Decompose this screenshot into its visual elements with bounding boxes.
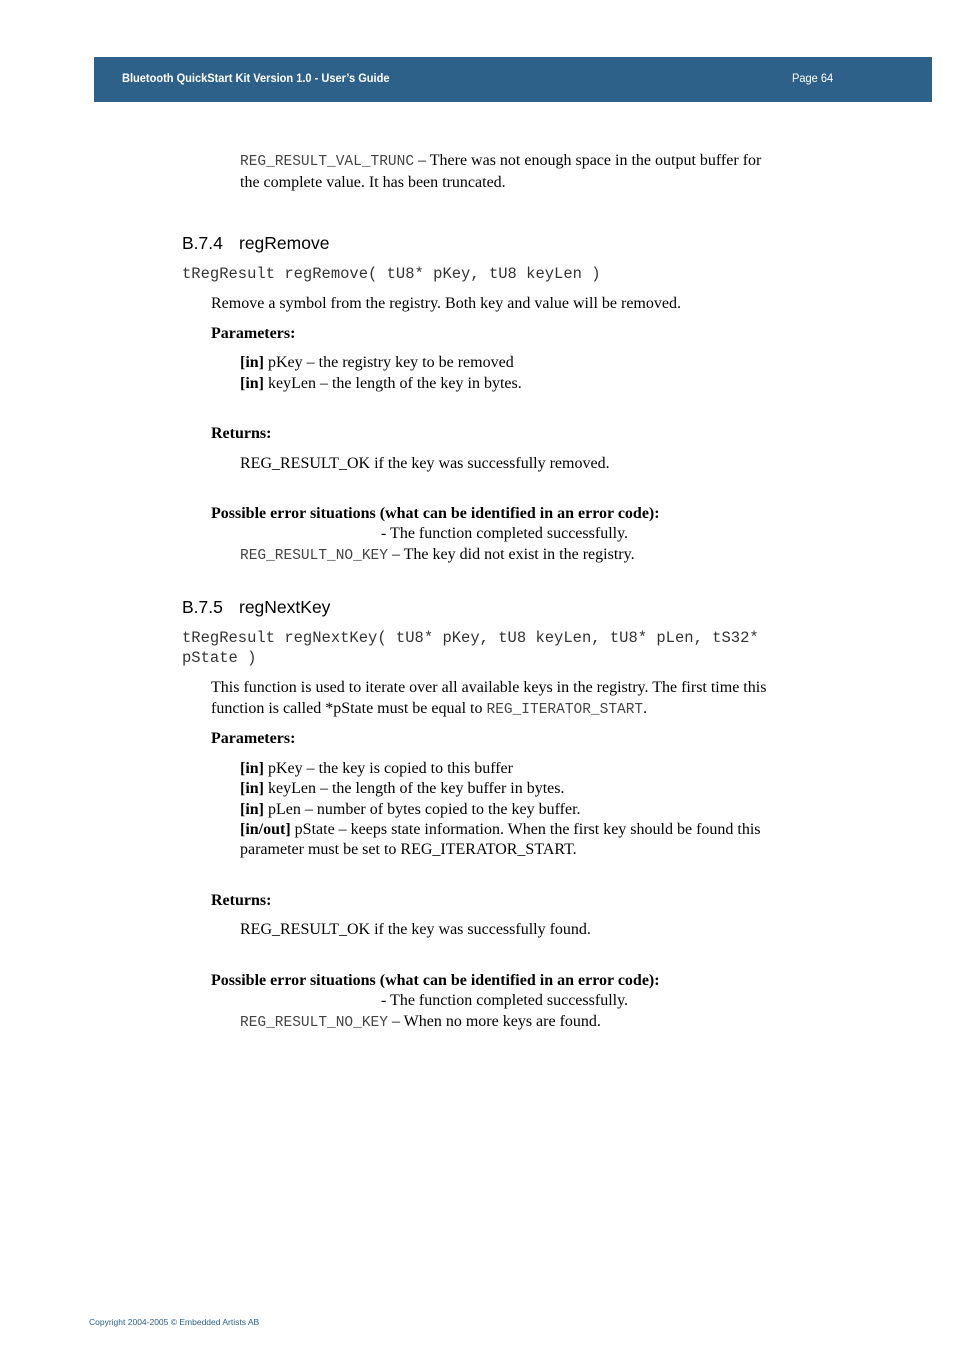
section-heading-regnextkey — [182, 597, 330, 617]
intro-line-2: the complete value. It has been truncated. — [240, 174, 506, 191]
parameter-item: [in] keyLen – the length of the key buffer in bytes. — [240, 780, 565, 797]
page-header — [94, 57, 932, 102]
function-signature-line-2: pState ) — [182, 649, 257, 667]
error-item: REG_RESULT_NO_KEY – The key did not exist in the registry. — [240, 546, 635, 564]
error-ok-text: - The function completed successfully. — [381, 525, 629, 542]
returns-label: Returns: — [211, 425, 272, 442]
document-title: Bluetooth QuickStart Kit Version 1.0 - User’s Guide — [122, 71, 390, 85]
errors-label: Possible error situations (what can be identified in an error code): — [211, 972, 660, 989]
function-signature: tRegResult regRemove( tU8* pKey, tU8 keyLen ) — [182, 265, 601, 283]
function-description-line-1: This function is used to iterate over all available keys in the registry. The first time this — [211, 679, 767, 696]
parameter-item-continuation: parameter must be set to REG_ITERATOR_START. — [240, 841, 577, 858]
error-item: REG_RESULT_NO_KEY – When no more keys are found. — [240, 1013, 601, 1031]
section-number: B.7.5 — [182, 597, 223, 617]
function-description-line-2: function is called *pState must be equal to REG_ITERATOR_START. — [211, 700, 648, 718]
section-title: regNextKey — [239, 597, 331, 617]
parameter-item: [in] pLen – number of bytes copied to the key buffer. — [240, 801, 581, 818]
intro-code: REG_RESULT_VAL_TRUNC — [240, 154, 415, 170]
copyright-footer: Copyright 2004-2005 © Embedded Artists AB — [89, 1317, 260, 1327]
parameters-label: Parameters: — [211, 325, 296, 342]
error-ok-text: - The function completed successfully. — [381, 992, 629, 1009]
returns-label: Returns: — [211, 892, 272, 909]
parameter-item: [in] pKey – the registry key to be removed — [240, 354, 514, 371]
function-signature-line-1: tRegResult regNextKey( tU8* pKey, tU8 keyLen, tU8* pLen, tS32* — [182, 629, 759, 647]
errors-label: Possible error situations (what can be identified in an error code): — [211, 505, 660, 522]
intro-text-1: – There was not enough space in the output buffer for — [414, 152, 762, 169]
parameter-item: [in] keyLen – the length of the key in bytes. — [240, 375, 522, 392]
parameter-item: [in] pKey – the key is copied to this buffer — [240, 760, 513, 777]
function-description: Remove a symbol from the registry. Both key and value will be removed. — [211, 295, 681, 312]
section-number: B.7.4 — [182, 233, 223, 253]
section-heading-regremove — [182, 233, 329, 253]
parameter-item: [in/out] pState – keeps state information. When the first key should be found this — [240, 821, 761, 838]
page-number: Page 64 — [792, 71, 834, 85]
parameters-label: Parameters: — [211, 730, 296, 747]
returns-text: REG_RESULT_OK if the key was successfully found. — [240, 921, 591, 938]
section-title: regRemove — [239, 233, 330, 253]
intro-line-1 — [240, 151, 761, 172]
returns-text: REG_RESULT_OK if the key was successfully removed. — [240, 455, 610, 472]
